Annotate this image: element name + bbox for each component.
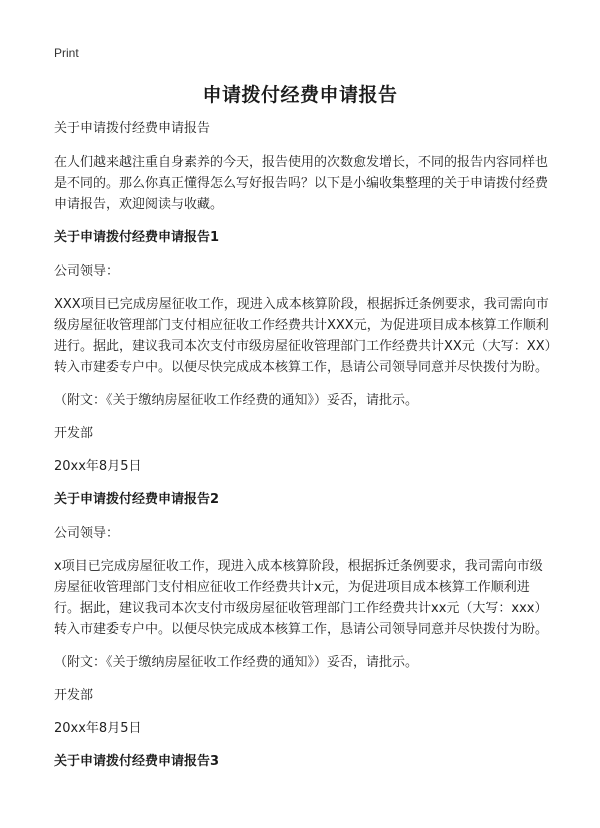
signature: 开发部 [54,688,94,703]
section-heading-1: 关于申请拨付经费申请报告1 [54,230,220,245]
document-body [54,118,554,785]
intro-paragraph: 在人们越来越注重自身素养的今天，报告使用的次数愈发增长，不同的报告内容同样也是不同的。那么你真正懂得怎么写好报告吗？以下是小编收集整理的关于申请拨付经费申请报告，欢迎阅读与收藏。 [54,155,549,212]
print-link[interactable]: Print [54,46,79,60]
document-subtitle: 关于申请拨付经费申请报告 [54,121,211,136]
attachment-note: （附文：《关于缴纳房屋征收工作经费的通知》）妥否，请批示。 [54,655,419,670]
salutation: 公司领导： [54,526,120,541]
date: 20xx年8月5日 [54,721,142,736]
section-heading-3: 关于申请拨付经费申请报告3 [54,754,220,769]
date: 20xx年8月5日 [54,459,142,474]
salutation: 公司领导： [54,264,120,279]
body-paragraph: XXX项目已完成房屋征收工作，现进入成本核算阶段，根据拆迁条例要求，我司需向市级房屋征收管理部门支付相应征收工作经费共计XXX元，为促进项目成本核算工作顺利进行。据此，建议我司本次支付市级房屋征收管理部门工作经费共计XX元（大写：XX）转入市建委专户中。以便尽快完成成本核算工作，恳请公司领导同意并尽快拨付为盼。 [54,297,552,375]
page-title: 申请拨付经费申请报告 [202,84,398,106]
attachment-note: （附文：《关于缴纳房屋征收工作经费的通知》）妥否，请批示。 [54,393,419,408]
section-heading-2: 关于申请拨付经费申请报告2 [54,492,220,507]
signature: 开发部 [54,426,94,441]
body-paragraph: x项目已完成房屋征收工作，现进入成本核算阶段，根据拆迁条例要求，我司需向市级房屋征收管理部门支付相应征收工作经费共计x元，为促进项目成本核算工作顺利进行。据此，建议我司本次支付市级房屋征收管理部门工作经费共计xx元（大写：xxx）转入市建委专户中。以便尽快完成成本核算工作，恳请公司领导同意并尽快拨付为盼。 [54,559,549,637]
